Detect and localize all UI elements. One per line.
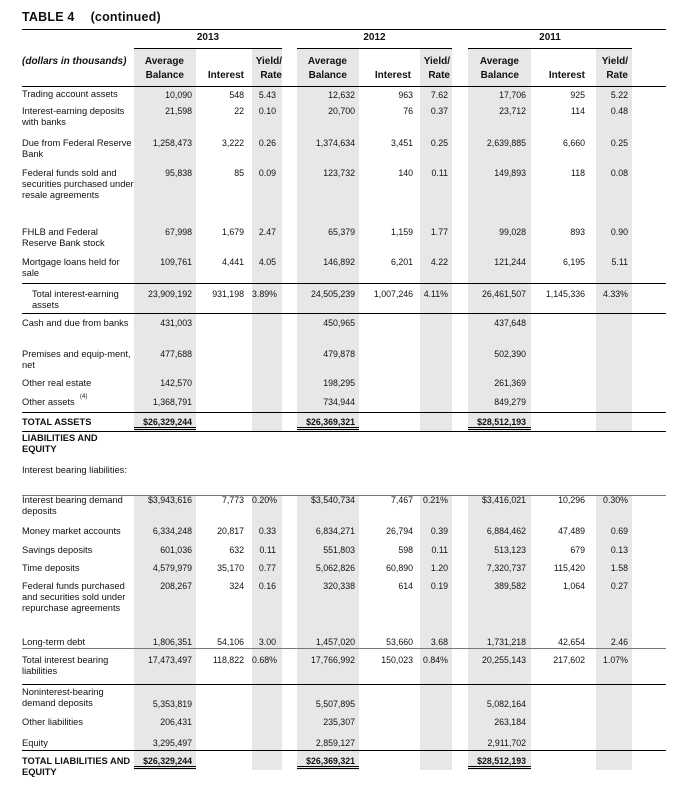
cell-2013-interest: 118,822 (212, 655, 244, 665)
row-label: Mortgage loans held for sale (22, 257, 120, 278)
cell-2013-interest: 54,106 (217, 637, 244, 647)
cell-2012-yield: 3.68 (430, 637, 448, 647)
row-label: Money market accounts (22, 526, 121, 536)
cell-2011-avg-balance: 149,893 (494, 168, 526, 178)
cell-2012-avg-balance: 24,505,239 (310, 289, 355, 299)
cell-2011-avg-balance: 849,279 (494, 397, 526, 407)
cell-2011-avg-balance: 26,461,507 (481, 289, 526, 299)
row-label: Trading account assets (22, 89, 118, 99)
cell-2012-avg-balance: $3,540,734 (310, 495, 355, 505)
cell-2011-avg-balance: 17,706 (499, 90, 526, 100)
row-label: Long-term debt (22, 637, 86, 647)
cell-2012-avg-balance: $26,369,321 (306, 417, 355, 427)
underline-total-assets-2013 (134, 427, 196, 430)
top-rule (22, 29, 666, 30)
cell-2013-interest: 3,222 (221, 138, 244, 148)
cell-2011-avg-balance: $3,416,021 (481, 495, 526, 505)
cell-2013-avg-balance: 1,258,473 (152, 138, 192, 148)
cell-2011-interest: 10,296 (558, 495, 585, 505)
cell-2011-avg-balance: $28,512,193 (477, 756, 526, 766)
cell-2013-interest: 324 (229, 581, 244, 591)
cell-2011-interest: 1,145,336 (545, 289, 585, 299)
cell-2012-avg-balance: 6,834,271 (315, 526, 355, 536)
cell-2013-avg-balance: 206,431 (160, 717, 192, 727)
rule-before-total-liabilities (22, 750, 666, 751)
cell-2012-yield: 0.11 (431, 168, 448, 178)
cell-2012-avg-balance: 320,338 (323, 581, 355, 591)
cell-2012-yield: 4.22 (430, 257, 448, 267)
cell-2012-interest: 1,007,246 (373, 289, 413, 299)
cell-2011-yield: 0.25 (610, 138, 628, 148)
cell-2013-yield: 2.47 (258, 227, 276, 237)
rule-before-interest-deposits (22, 495, 666, 496)
cell-2012-avg-balance: $26,369,321 (306, 756, 355, 766)
cell-2011-yield: 4.33% (603, 289, 628, 299)
row-label: Total interest-earning assets (32, 289, 119, 310)
cell-2011-interest: 47,489 (558, 526, 585, 536)
year-2012: 2012 (363, 32, 386, 43)
cell-2013-interest: 20,817 (217, 526, 244, 536)
cell-2011-yield: 0.30% (603, 495, 628, 505)
row-label: Interest bearing liabilities: (22, 465, 127, 475)
cell-2013-interest: 548 (229, 90, 244, 100)
cell-2012-avg-balance: 551,803 (323, 545, 355, 555)
cell-2013-avg-balance: 109,761 (160, 257, 192, 267)
cell-2012-avg-balance: 146,892 (323, 257, 355, 267)
cell-2012-interest: 614 (398, 581, 413, 591)
row-label: Equity (22, 738, 48, 748)
cell-2013-interest: 931,198 (212, 289, 244, 299)
cell-2013-avg-balance: 10,090 (165, 90, 192, 100)
cell-2011-interest: 6,195 (562, 257, 585, 267)
row-label: TOTAL ASSETS (22, 417, 92, 427)
cell-2011-avg-balance: 2,639,885 (486, 138, 526, 148)
cell-2011-yield: 0.27 (610, 581, 628, 591)
cell-2011-interest: 118 (570, 168, 585, 178)
row-label: LIABILITIES AND EQUITY (22, 433, 98, 454)
cell-2012-interest: 76 (403, 106, 413, 116)
cell-2011-avg-balance: 23,712 (499, 106, 526, 116)
cell-2013-yield: 5.43 (258, 90, 276, 100)
cell-2011-avg-balance: 263,184 (494, 717, 526, 727)
year-2011: 2011 (539, 32, 561, 43)
cell-2011-avg-balance: 20,255,143 (481, 655, 526, 665)
cell-2011-interest: 1,064 (562, 581, 585, 591)
cell-2011-interest: 42,654 (558, 637, 585, 647)
cell-2013-avg-balance: 3,295,497 (152, 738, 192, 748)
cell-2013-yield: 0.11 (259, 545, 276, 555)
cell-2012-interest: 140 (398, 168, 413, 178)
cell-2012-avg-balance: 65,379 (328, 227, 355, 237)
cell-2013-avg-balance: 477,688 (160, 349, 192, 359)
cell-2011-avg-balance: 5,082,164 (486, 699, 526, 709)
cell-2013-interest: 85 (234, 168, 244, 178)
cell-2012-yield: 0.25 (430, 138, 448, 148)
row-label: Due from Federal Reserve Bank (22, 138, 132, 159)
cell-2011-avg-balance: 7,320,737 (486, 563, 526, 573)
cell-2011-interest: 217,602 (553, 655, 585, 665)
cell-2013-yield: 0.09 (258, 168, 276, 178)
rule-before-total-assets (22, 412, 666, 413)
cell-2012-avg-balance: 734,944 (323, 397, 355, 407)
year-rule-2013 (134, 48, 282, 49)
cell-2011-avg-balance: 437,648 (494, 318, 526, 328)
cell-2011-avg-balance: 121,244 (494, 257, 526, 267)
cell-2011-yield: 5.22 (610, 90, 628, 100)
cell-2012-avg-balance: 1,374,634 (315, 138, 355, 148)
row-label: Noninterest-bearing demand deposits (22, 687, 104, 708)
cell-2011-interest: 925 (570, 90, 585, 100)
cell-2012-yield: 4.11% (423, 289, 448, 299)
cell-2013-yield: 0.77 (258, 563, 276, 573)
cell-2013-yield: 3.89% (252, 289, 277, 299)
underline-total-assets-2012 (297, 427, 359, 430)
row-label: Interest-earning deposits with banks (22, 106, 125, 127)
cell-2013-avg-balance: 17,473,497 (147, 655, 192, 665)
cell-2012-interest: 963 (398, 90, 413, 100)
cell-2012-interest: 6,201 (390, 257, 413, 267)
rule-after-total-assets (22, 431, 666, 432)
cell-2011-yield: 0.13 (610, 545, 628, 555)
cell-2013-yield: 3.00 (258, 637, 276, 647)
cell-2012-avg-balance: 17,766,992 (310, 655, 355, 665)
cell-2012-avg-balance: 5,507,895 (315, 699, 355, 709)
header-interest-2013: Interest (207, 70, 244, 81)
cell-2012-yield: 0.84% (423, 655, 448, 665)
cell-2013-avg-balance: 208,267 (160, 581, 192, 591)
cell-2013-avg-balance: 601,036 (160, 545, 192, 555)
cell-2012-interest: 150,023 (381, 655, 413, 665)
header-yield-2011: Yield/ Rate (601, 56, 628, 81)
cell-2011-interest: 893 (570, 227, 585, 237)
cell-2012-yield: 0.11 (431, 545, 448, 555)
header-interest-2011: Interest (548, 70, 585, 81)
row-label: TOTAL LIABILITIES AND EQUITY (22, 756, 131, 777)
cell-2011-avg-balance: 1,731,218 (486, 637, 526, 647)
cell-2013-interest: 4,441 (221, 257, 244, 267)
cell-2012-avg-balance: 20,700 (328, 106, 355, 116)
row-label: Other liabilities (22, 717, 83, 727)
cell-2013-interest: 22 (234, 106, 244, 116)
rule-after-total-earning (22, 313, 666, 314)
year-rule-2012 (297, 48, 452, 49)
cell-2012-avg-balance: 2,859,127 (315, 738, 355, 748)
cell-2013-yield: 0.10 (258, 106, 276, 116)
cell-2013-yield: 0.16 (258, 581, 276, 591)
cell-2013-interest: 632 (229, 545, 244, 555)
cell-2013-avg-balance: 67,998 (165, 227, 192, 237)
cell-2012-avg-balance: 12,632 (328, 90, 355, 100)
cell-2011-yield: 1.07% (603, 655, 628, 665)
cell-2011-avg-balance: 513,123 (494, 545, 526, 555)
cell-2013-interest: 35,170 (217, 563, 244, 573)
cell-2011-interest: 6,660 (562, 138, 585, 148)
header-avg-balance-2012: Average Balance (307, 56, 347, 81)
header-avg-balance-2013: Average Balance (144, 56, 184, 81)
cell-2013-avg-balance: $3,943,616 (147, 495, 192, 505)
underline-total-assets-2011 (468, 427, 531, 430)
cell-2013-avg-balance: $26,329,244 (143, 417, 192, 427)
cell-2012-interest: 3,451 (390, 138, 413, 148)
cell-2011-avg-balance: 502,390 (494, 349, 526, 359)
cell-2011-avg-balance: $28,512,193 (477, 417, 526, 427)
cell-2012-interest: 7,467 (390, 495, 413, 505)
table-title (22, 10, 161, 24)
cell-2012-avg-balance: 1,457,020 (315, 637, 355, 647)
cell-2012-interest: 53,660 (386, 637, 413, 647)
row-label: Other assets (22, 397, 75, 407)
cell-2011-interest: 115,420 (553, 563, 585, 573)
cell-2012-yield: 7.62 (430, 90, 448, 100)
cell-2013-interest: 1,679 (221, 227, 244, 237)
row-label: Savings deposits (22, 545, 93, 555)
cell-2013-avg-balance: 1,368,791 (152, 397, 192, 407)
cell-2012-yield: 1.77 (430, 227, 448, 237)
cell-2012-interest: 598 (398, 545, 413, 555)
row-label: Cash and due from banks (22, 318, 129, 328)
cell-2012-yield: 1.20 (430, 563, 448, 573)
row-label: Premises and equip-ment, net (22, 349, 131, 370)
cell-2011-yield: 0.69 (610, 526, 628, 536)
cell-2011-yield: 5.11 (611, 257, 628, 267)
year-2013: 2013 (196, 32, 220, 43)
cell-2012-avg-balance: 123,732 (323, 168, 355, 178)
row-label: Federal funds purchased and securities sold under repurchase agreements (22, 581, 126, 613)
cell-2011-avg-balance: 2,911,702 (487, 738, 526, 748)
cell-2013-avg-balance: 4,579,979 (152, 563, 192, 573)
cell-2013-avg-balance: 95,838 (165, 168, 192, 178)
cell-2013-avg-balance: 6,334,248 (152, 526, 192, 536)
cell-2012-yield: 0.39 (430, 526, 448, 536)
underline-total-liab-2012 (297, 766, 359, 769)
cell-2013-avg-balance: 23,909,192 (147, 289, 192, 299)
cell-2011-avg-balance: 6,884,462 (486, 526, 526, 536)
units-label: (dollars in thousands) (22, 56, 127, 67)
cell-2011-avg-balance: 389,582 (494, 581, 526, 591)
cell-2013-avg-balance: 5,353,819 (152, 699, 192, 709)
table-continued: (continued) (90, 10, 161, 24)
cell-2011-avg-balance: 261,369 (494, 378, 526, 388)
cell-2012-avg-balance: 198,295 (323, 378, 355, 388)
footnote-marker: (4) (80, 394, 88, 400)
rule-after-total-bearing (22, 684, 666, 685)
cell-2013-yield: 0.33 (258, 526, 276, 536)
row-label: Interest bearing demand deposits (22, 495, 123, 516)
header-yield-2013: Yield/ Rate (255, 56, 282, 81)
header-rule (22, 86, 666, 87)
rule-before-total-bearing (22, 648, 666, 649)
row-label: Other real estate (22, 378, 92, 388)
row-label: FHLB and Federal Reserve Bank stock (22, 227, 105, 248)
row-label: Total interest bearing liabilities (22, 655, 109, 676)
cell-2013-avg-balance: 431,003 (160, 318, 192, 328)
cell-2011-yield: 1.58 (610, 563, 628, 573)
header-avg-balance-2011: Average Balance (479, 56, 519, 81)
cell-2012-interest: 26,794 (386, 526, 413, 536)
table-number: TABLE 4 (22, 10, 75, 24)
header-interest-2012: Interest (374, 70, 411, 81)
cell-2011-interest: 679 (570, 545, 585, 555)
cell-2012-avg-balance: 235,307 (323, 717, 355, 727)
cell-2013-avg-balance: 21,598 (165, 106, 192, 116)
cell-2013-avg-balance: 1,806,351 (152, 637, 192, 647)
header-yield-2012: Yield/ Rate (423, 56, 450, 81)
cell-2013-avg-balance: $26,329,244 (143, 756, 192, 766)
cell-2012-avg-balance: 5,062,826 (315, 563, 355, 573)
cell-2011-yield: 0.08 (610, 168, 628, 178)
cell-2012-yield: 0.21% (423, 495, 448, 505)
cell-2012-yield: 0.19 (430, 581, 448, 591)
cell-2013-yield: 0.68% (252, 655, 277, 665)
cell-2012-yield: 0.37 (430, 106, 448, 116)
underline-total-liab-2011 (468, 766, 531, 769)
cell-2011-yield: 2.46 (610, 637, 628, 647)
cell-2011-yield: 0.90 (610, 227, 628, 237)
cell-2012-avg-balance: 450,965 (323, 318, 355, 328)
cell-2011-avg-balance: 99,028 (499, 227, 526, 237)
row-label: Time deposits (22, 563, 80, 573)
cell-2012-interest: 60,890 (386, 563, 413, 573)
cell-2013-yield: 0.26 (258, 138, 276, 148)
cell-2011-interest: 114 (570, 106, 585, 116)
year-rule-2011 (468, 48, 632, 49)
cell-2013-interest: 7,773 (221, 495, 244, 505)
cell-2012-avg-balance: 479,878 (323, 349, 355, 359)
cell-2011-yield: 0.48 (610, 106, 628, 116)
rule-before-total-earning (22, 283, 666, 284)
cell-2012-interest: 1,159 (390, 227, 413, 237)
cell-2013-yield: 4.05 (258, 257, 276, 267)
cell-2013-yield: 0.20% (252, 495, 277, 505)
underline-total-liab-2013 (134, 766, 196, 769)
row-label: Federal funds sold and securities purchased under resale agreements (22, 168, 134, 200)
cell-2013-avg-balance: 142,570 (160, 378, 192, 388)
